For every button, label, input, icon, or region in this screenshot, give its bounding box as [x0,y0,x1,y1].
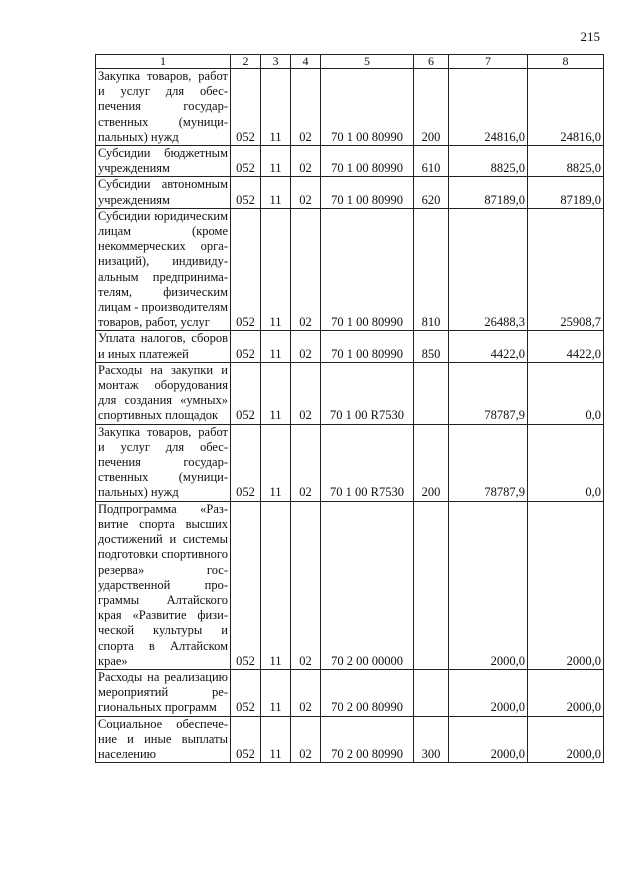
row-expense-type-code: 810 [414,208,449,331]
row-amount-col8: 0,0 [528,424,604,501]
row-section-code: 11 [261,177,291,208]
row-ministry-code: 052 [231,501,261,669]
table-row [96,177,604,208]
table-header-row [96,55,604,69]
row-amount-col7: 78787,9 [449,362,528,424]
column-header-8: 8 [528,55,604,69]
row-target-item-code: 70 1 00 80990 [321,146,414,177]
row-name: Подпрограмма «Развитие спорта высших достижений и системы подготовки спортивного резерва» государственной программы Алтайского края «Развитие физической культуры и спорта в Алтайском крае» [96,501,231,669]
row-expense-type-code [414,362,449,424]
column-header-1: 1 [96,55,231,69]
row-name: Субсидии бюджетным учреждениям [96,146,231,177]
column-header-7: 7 [449,55,528,69]
table-row [96,501,604,669]
row-amount-col7: 2000,0 [449,669,528,716]
row-name: Субсидии юридическим лицам (кроме некоммерческих организаций), индивидуальным предпринимателям, физическим лицам - производителям товаров, работ, услуг [96,208,231,331]
row-target-item-code: 70 1 00 R7530 [321,362,414,424]
row-amount-col8: 25908,7 [528,208,604,331]
column-header-2: 2 [231,55,261,69]
table-row [96,146,604,177]
column-header-4: 4 [291,55,321,69]
row-target-item-code: 70 1 00 80990 [321,208,414,331]
row-amount-col7: 26488,3 [449,208,528,331]
row-ministry-code: 052 [231,424,261,501]
row-subsection-code: 02 [291,424,321,501]
budget-table [95,54,604,763]
row-ministry-code: 052 [231,177,261,208]
row-amount-col8: 0,0 [528,362,604,424]
row-amount-col8: 87189,0 [528,177,604,208]
row-target-item-code: 70 2 00 80990 [321,716,414,763]
row-section-code: 11 [261,669,291,716]
row-ministry-code: 052 [231,362,261,424]
row-amount-col8: 2000,0 [528,501,604,669]
row-target-item-code: 70 1 00 80990 [321,177,414,208]
row-name: Расходы на закупки и монтаж оборудования для создания «умных» спортивных площадок [96,362,231,424]
row-subsection-code: 02 [291,208,321,331]
row-amount-col7: 4422,0 [449,331,528,362]
row-expense-type-code [414,501,449,669]
row-section-code: 11 [261,424,291,501]
row-ministry-code: 052 [231,669,261,716]
row-expense-type-code: 850 [414,331,449,362]
row-amount-col7: 78787,9 [449,424,528,501]
row-expense-type-code: 200 [414,69,449,146]
row-ministry-code: 052 [231,331,261,362]
row-name: Закупка товаров, работ и услуг для обеспечения государственных (муниципальных) нужд [96,69,231,146]
table-row [96,424,604,501]
row-expense-type-code [414,669,449,716]
row-ministry-code: 052 [231,146,261,177]
row-target-item-code: 70 1 00 80990 [321,331,414,362]
row-section-code: 11 [261,69,291,146]
row-target-item-code: 70 2 00 80990 [321,669,414,716]
column-header-3: 3 [261,55,291,69]
row-target-item-code: 70 1 00 80990 [321,69,414,146]
row-section-code: 11 [261,501,291,669]
row-target-item-code: 70 2 00 00000 [321,501,414,669]
table-row [96,331,604,362]
page-number: 215 [580,29,600,44]
row-name: Уплата налогов, сборов и иных платежей [96,331,231,362]
row-amount-col7: 8825,0 [449,146,528,177]
row-section-code: 11 [261,331,291,362]
row-amount-col8: 8825,0 [528,146,604,177]
row-amount-col7: 2000,0 [449,501,528,669]
row-amount-col8: 24816,0 [528,69,604,146]
row-amount-col7: 87189,0 [449,177,528,208]
row-target-item-code: 70 1 00 R7530 [321,424,414,501]
row-ministry-code: 052 [231,208,261,331]
table-row [96,208,604,331]
row-subsection-code: 02 [291,146,321,177]
row-subsection-code: 02 [291,501,321,669]
row-section-code: 11 [261,208,291,331]
row-amount-col8: 2000,0 [528,669,604,716]
row-name: Расходы на реализацию мероприятий региональных программ [96,669,231,716]
row-name: Закупка товаров, работ и услуг для обеспечения государственных (муниципальных) нужд [96,424,231,501]
table-row [96,669,604,716]
row-subsection-code: 02 [291,177,321,208]
row-subsection-code: 02 [291,669,321,716]
row-name: Субсидии автономным учреждениям [96,177,231,208]
row-expense-type-code: 610 [414,146,449,177]
row-amount-col8: 2000,0 [528,716,604,763]
row-section-code: 11 [261,362,291,424]
row-expense-type-code: 200 [414,424,449,501]
row-subsection-code: 02 [291,69,321,146]
row-amount-col7: 24816,0 [449,69,528,146]
row-expense-type-code: 300 [414,716,449,763]
row-subsection-code: 02 [291,362,321,424]
table-row [96,716,604,763]
column-header-5: 5 [321,55,414,69]
row-amount-col7: 2000,0 [449,716,528,763]
row-name: Социальное обеспечение и иные выплаты населению [96,716,231,763]
table-row [96,362,604,424]
row-amount-col8: 4422,0 [528,331,604,362]
table-row [96,69,604,146]
row-ministry-code: 052 [231,716,261,763]
row-section-code: 11 [261,146,291,177]
row-section-code: 11 [261,716,291,763]
row-subsection-code: 02 [291,331,321,362]
row-subsection-code: 02 [291,716,321,763]
row-ministry-code: 052 [231,69,261,146]
row-expense-type-code: 620 [414,177,449,208]
column-header-6: 6 [414,55,449,69]
